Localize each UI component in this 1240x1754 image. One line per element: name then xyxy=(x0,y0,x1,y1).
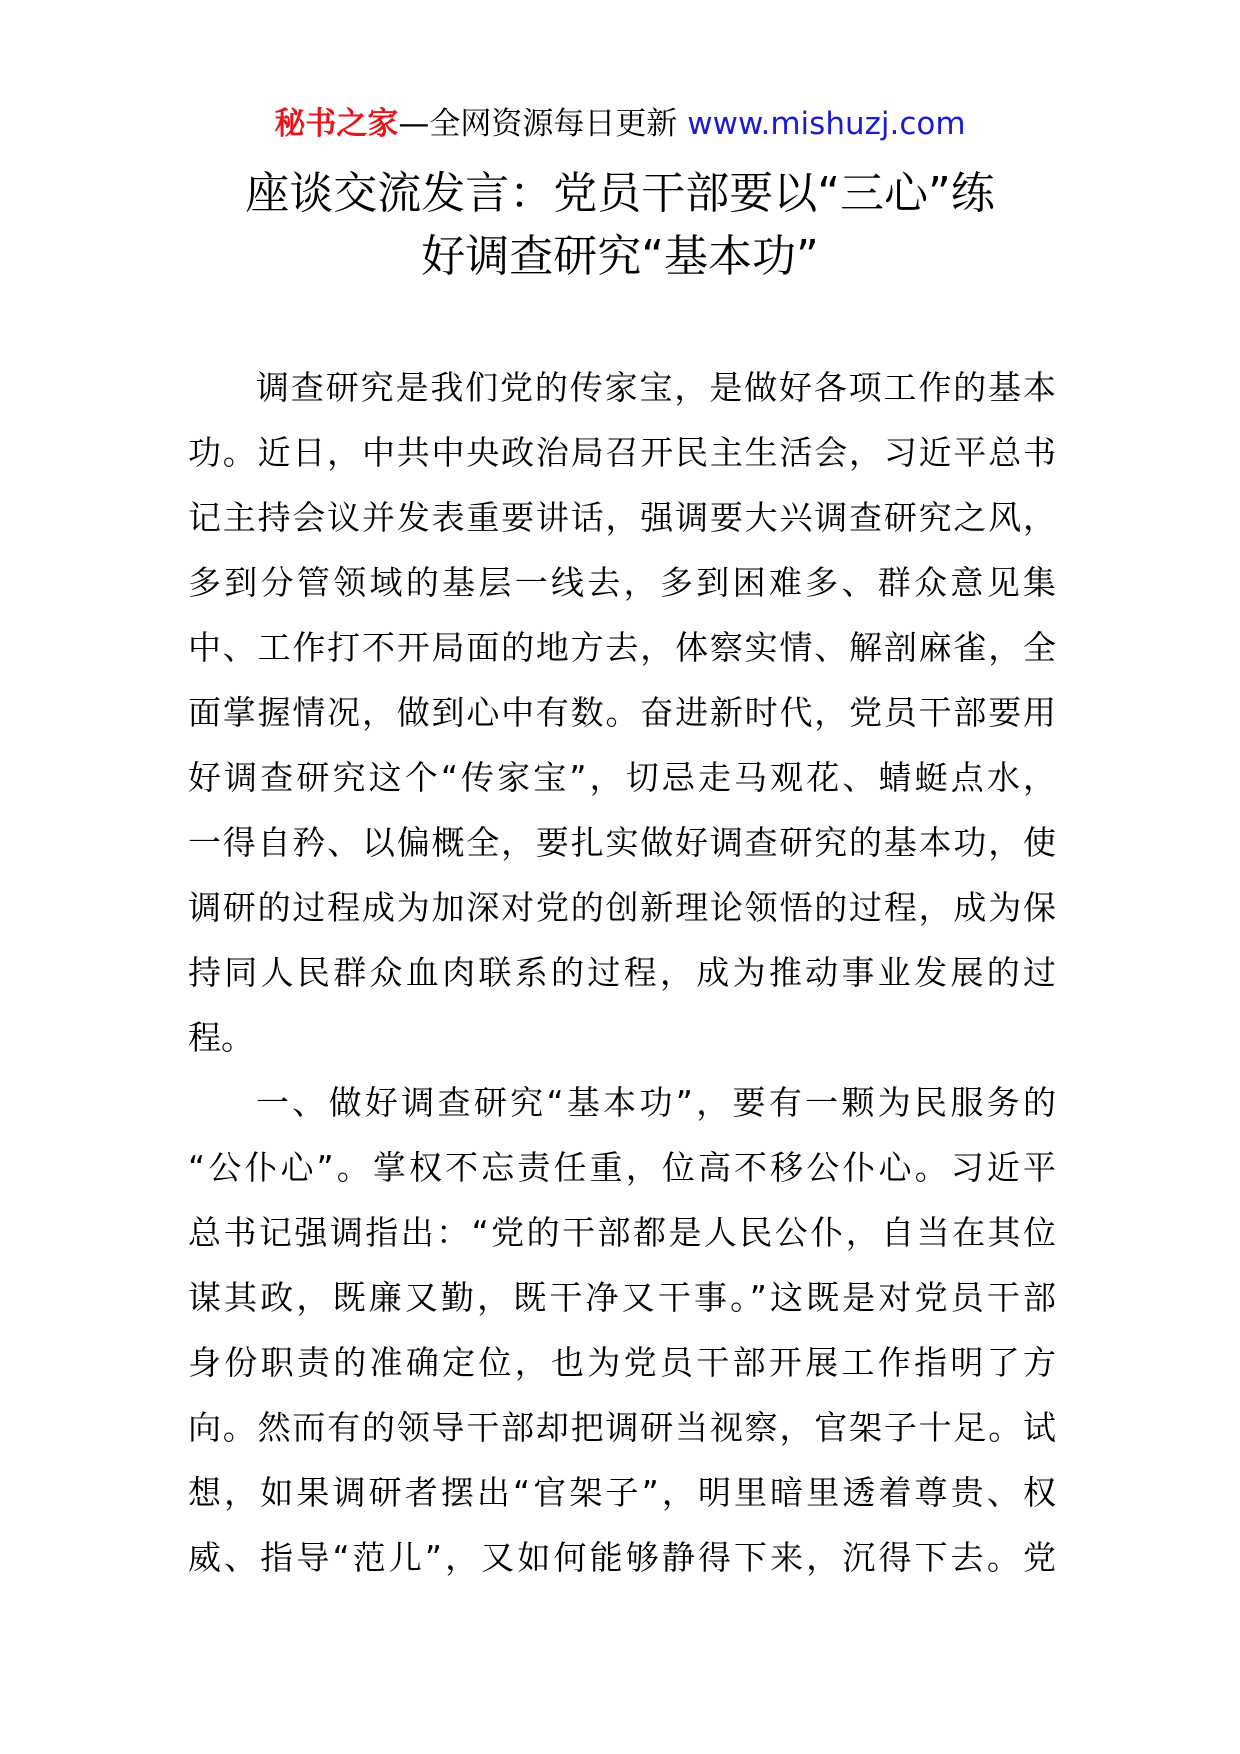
text-line: 程。 xyxy=(188,1018,254,1057)
text-line: 威、指导“范儿”，又如何能够静得下来，沉得下去。党 xyxy=(188,1538,1056,1577)
text-line: 中、工作打不开局面的地方去，体察实情、解剖麻雀，全 xyxy=(188,628,1056,667)
section-heading-line: 一、做好调查研究“基本功”，要有一颗为民服务的 xyxy=(256,1083,1056,1122)
text-line: 想，如果调研者摆出“官架子”，明里暗里透着尊贵、权 xyxy=(188,1473,1056,1512)
text-line: 调查研究是我们党的传家宝，是做好各项工作的基本 xyxy=(256,368,1056,407)
text-line: 功。近日，中共中央政治局召开民主生活会，习近平总书 xyxy=(188,433,1056,472)
text-line: 总书记强调指出：“党的干部都是人民公仆，自当在其位 xyxy=(188,1213,1056,1252)
text-line: 多到分管领域的基层一线去，多到困难多、群众意见集 xyxy=(188,563,1056,602)
site-brand: 秘书之家 xyxy=(274,106,399,142)
text-line: 身份职责的准确定位，也为党员干部开展工作指明了方 xyxy=(188,1343,1056,1382)
text-line: 调研的过程成为加深对党的创新理论领悟的过程，成为保 xyxy=(188,888,1056,927)
text-line: 向。然而有的领导干部却把调研当视察，官架子十足。试 xyxy=(188,1408,1056,1447)
title-line-1: 座谈交流发言：党员干部要以“三心”练 xyxy=(245,168,995,219)
document-title xyxy=(160,162,1080,288)
document-body xyxy=(188,355,1056,1590)
site-url-link[interactable]: www.mishuzj.com xyxy=(687,106,966,142)
text-line: 一得自矜、以偏概全，要扎实做好调查研究的基本功，使 xyxy=(188,823,1056,862)
site-slogan: —全网资源每日更新 xyxy=(398,106,688,142)
text-line: “公仆心”。掌权不忘责任重，位高不移公仆心。习近平 xyxy=(188,1148,1056,1187)
paragraph-intro xyxy=(188,355,1056,1070)
site-header xyxy=(0,104,1240,144)
paragraph-section-1 xyxy=(188,1070,1056,1590)
text-line: 持同人民群众血肉联系的过程，成为推动事业发展的过 xyxy=(188,953,1056,992)
text-line: 好调查研究这个“传家宝”，切忌走马观花、蜻蜓点水， xyxy=(188,758,1056,797)
title-line-2: 好调查研究“基本功” xyxy=(421,231,819,282)
text-line: 谋其政，既廉又勤，既干净又干事。”这既是对党员干部 xyxy=(188,1278,1056,1317)
text-line: 面掌握情况，做到心中有数。奋进新时代，党员干部要用 xyxy=(188,693,1056,732)
text-line: 记主持会议并发表重要讲话，强调要大兴调查研究之风， xyxy=(188,498,1056,537)
